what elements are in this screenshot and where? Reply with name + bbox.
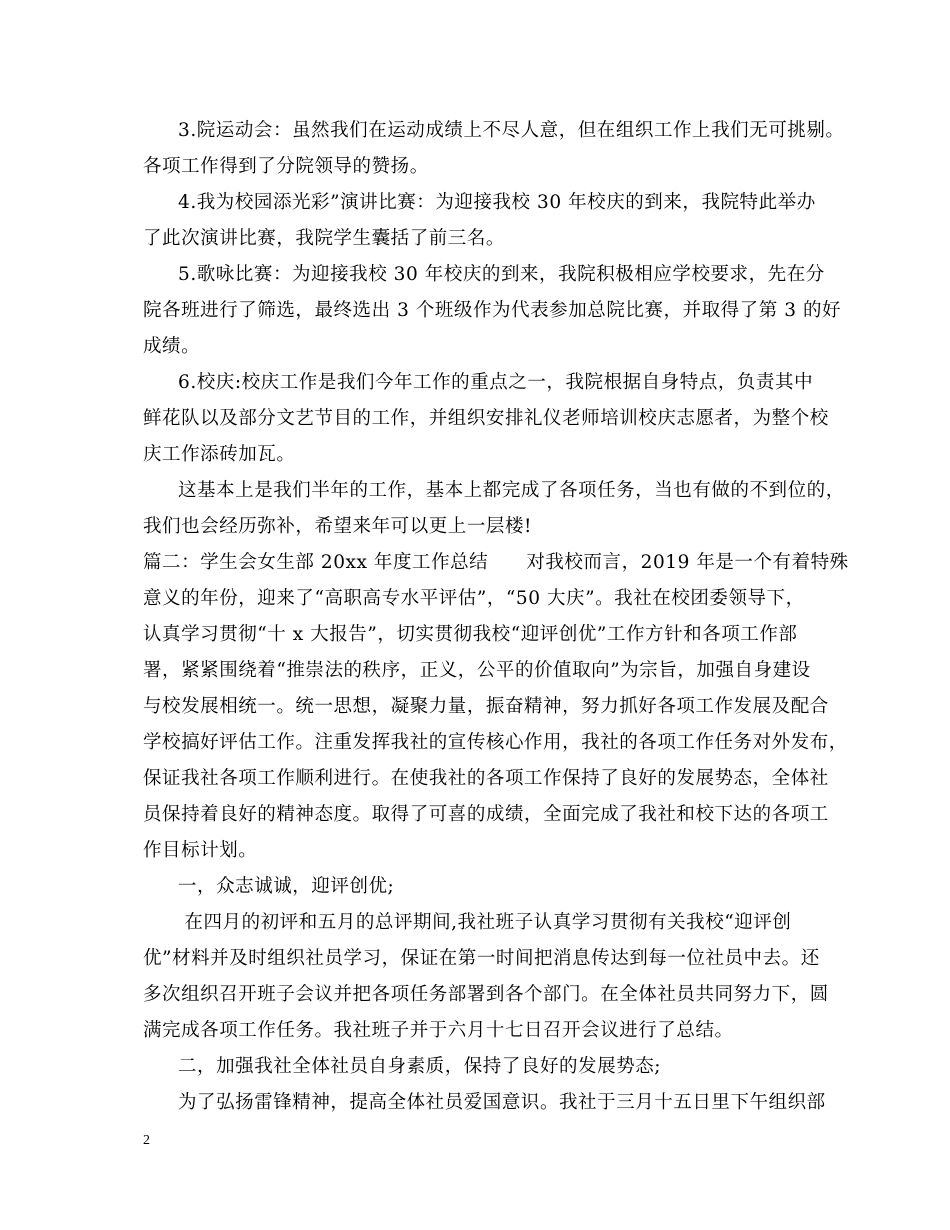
- text-line: 保证我社各项工作顺利进行。在使我社的各项工作保持了良好的发展势态，全体社: [143, 768, 829, 789]
- text-line: 员保持着良好的精神态度。取得了可喜的成绩，全面完成了我社和校下达的各项工: [143, 804, 829, 825]
- text-line: 院各班进行了筛选，最终选出 3 个班级作为代表参加总院比赛，并取得了第 3 的好: [143, 300, 842, 321]
- text-line: 6.校庆:校庆工作是我们今年工作的重点之一，我院根据自身特点，负责其中: [178, 372, 814, 393]
- text-line: 一，众志诚诚，迎评创优;: [178, 876, 395, 897]
- text-line: 学校搞好评估工作。注重发挥我社的宣传核心作用，我社的各项工作任务对外发布，: [143, 732, 848, 753]
- text-line: 5.歌咏比赛：为迎接我校 30 年校庆的到来，我院积极相应学校要求，先在分: [178, 264, 825, 285]
- text-line: 各项工作得到了分院领导的赞扬。: [143, 156, 429, 177]
- text-line: 与校发展相统一。统一思想，凝聚力量，振奋精神，努力抓好各项工作发展及配合: [143, 696, 829, 717]
- text-line: 这基本上是我们半年的工作，基本上都完成了各项任务，当也有做的不到位的，: [178, 480, 845, 501]
- text-line: 作目标计划。: [143, 840, 258, 861]
- text-line: 二，加强我社全体社员自身素质，保持了良好的发展势态;: [178, 1056, 662, 1077]
- text-line: 庆工作添砖加瓦。: [143, 444, 296, 465]
- text-line: 鲜花队以及部分文艺节目的工作，并组织安排礼仪老师培训校庆志愿者，为整个校: [143, 408, 829, 429]
- text-line: 3.院运动会：虽然我们在运动成绩上不尽人意，但在组织工作上我们无可挑剔。: [178, 120, 845, 141]
- text-line: 成绩。: [143, 336, 201, 357]
- text-line: 优”材料并及时组织社员学习，保证在第一时间把消息传达到每一位社员中去。还: [143, 948, 820, 969]
- text-line: 意义的年份，迎来了“高职高专水平评估”，“50 大庆”。我社在校团委领导下，: [143, 588, 805, 609]
- text-line: 4.我为校园添光彩”演讲比赛：为迎接我校 30 年校庆的到来，我院特此举办: [178, 192, 816, 213]
- text-line: 了此次演讲比赛，我院学生囊括了前三名。: [143, 228, 505, 249]
- text-line: 署，紧紧围绕着“推崇法的秩序，正义，公平的价值取向”为宗旨，加强自身建设: [143, 660, 811, 681]
- page-number: 2: [143, 1133, 150, 1148]
- text-line: 认真学习贯彻“十 x 大报告”，切实贯彻我校“迎评创优”工作方针和各项工作部: [143, 624, 798, 645]
- text-line: 多次组织召开班子会议并把各项任务部署到各个部门。在全体社员共同努力下，圆: [143, 984, 829, 1005]
- document-body: [143, 113, 849, 1121]
- text-line: 我们也会经历弥补，希望来年可以更上一层楼!: [143, 516, 532, 537]
- text-line: 篇二：学生会女生部 20xx 年度工作总结 对我校而言，2019 年是一个有着特殊: [143, 552, 849, 573]
- text-line: 为了弘扬雷锋精神，提高全体社员爱国意识。我社于三月十五日里下午组织部: [178, 1092, 826, 1113]
- text-line: 在四月的初评和五月的总评期间,我社班子认真学习贯彻有关我校“迎评创: [178, 912, 792, 933]
- text-line: 满完成各项工作任务。我社班子并于六月十七日召开会议进行了总结。: [143, 1020, 734, 1041]
